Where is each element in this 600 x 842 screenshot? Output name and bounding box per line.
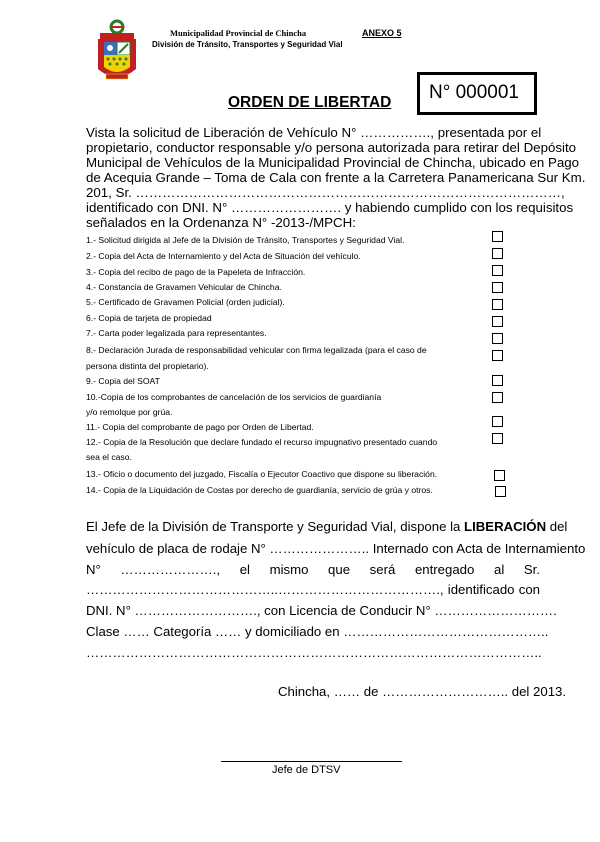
annex-label: ANEXO 5 [362,28,402,38]
signature-label: Jefe de DTSV [272,764,341,776]
requirement-checkbox[interactable] [494,470,505,481]
liberation-keyword: LIBERACIÓN [464,519,547,534]
requirement-checkbox[interactable] [492,333,503,344]
intro-line: propietario, conductor responsable y/o persona autorizada para retirar del Depósito [86,140,577,155]
disposition-line: ……………………………………..………………………………., identificado con [86,582,540,597]
requirement-item: sea el caso. [86,452,132,462]
requirement-checkbox[interactable] [492,282,503,293]
signature-line [221,761,402,762]
requirement-item: 12.- Copia de la Resolución que declare fundado el recurso impugnativo presentado cuando [86,437,438,447]
requirement-item: 10.-Copia de los comprobantes de cancelación de los servicios de guardianía [86,392,382,402]
requirement-checkbox[interactable] [492,248,503,259]
disposition-line: vehículo de placa de rodaje N° ………………….. Internado con Acta de Internamiento [86,541,586,556]
disposition-line: DNI. N° ………………………., con Licencia de Conducir N° ………………………. [86,603,557,618]
requirement-checkbox[interactable] [492,350,503,361]
disposition-text: del [549,519,568,534]
requirement-checkbox[interactable] [492,231,503,242]
requirement-item: 13.- Oficio o documento del juzgado, Fiscalía o Ejecutor Coactivo que dispone su liberación. [86,469,438,479]
intro-line: Municipal de Vehículos de la Municipalidad Provincial de Chincha, ubicado en Pago [86,155,580,170]
intro-line: señalados en la Ordenanza N° -2013-/MPCH: [86,215,356,230]
requirement-item: 5.- Certificado de Gravamen Policial (orden judicial). [86,297,285,307]
requirement-checkbox[interactable] [492,265,503,276]
requirement-item: 2.- Copia del Acta de Internamiento y del Acta de Situación del vehículo. [86,251,361,261]
requirement-checkbox[interactable] [492,433,503,444]
disposition-line: Clase …… Categoría …… y domiciliado en ……………………………………….. [86,624,549,639]
requirement-item: 6.- Copia de tarjeta de propiedad [86,313,212,323]
requirement-item: 9.- Copia del SOAT [86,376,160,386]
requirement-item: persona distinta del propietario). [86,361,209,371]
requirement-item: 8.- Declaración Jurada de responsabilidad vehicular con firma legalizada (para el caso de [86,345,427,355]
requirement-checkbox[interactable] [492,416,503,427]
document-title: ORDEN DE LIBERTAD [228,94,392,111]
intro-line: Vista la solicitud de Liberación de Vehículo N° ……………., presentada por el [86,125,542,140]
requirement-item: 14.- Copia de la Liquidación de Costas por derecho de guardianía, servicio de grúa y otros. [86,485,433,495]
intro-line: 201, Sr. ……………………………………………………………………………………, [86,185,565,200]
requirement-checkbox[interactable] [492,299,503,310]
division-name: División de Tránsito, Transportes y Seguridad Vial [152,40,343,49]
requirement-item: y/o remolque por grúa. [86,407,173,417]
document-number-box [417,72,537,115]
requirement-checkbox[interactable] [492,316,503,327]
requirement-checkbox[interactable] [492,392,503,403]
requirement-checkbox[interactable] [492,375,503,386]
municipality-name: Municipalidad Provincial de Chincha [170,28,307,38]
requirement-item: 7.- Carta poder legalizada para representantes. [86,328,267,338]
municipal-coat-of-arms-logo [96,19,138,83]
intro-line: identificado con DNI. N° ……………………. y habiendo cumplido con los requisitos [86,200,574,215]
disposition-line: ………………………………………………………………………………………….. [86,645,542,660]
requirement-checkbox[interactable] [495,486,506,497]
document-number: N° 000001 [429,82,519,103]
requirement-item: 3.- Copia del recibo de pago de la Papeleta de Infracción. [86,267,306,277]
disposition-line [86,519,568,535]
requirement-item: 1.- Solicitud dirigida al Jefe de la División de Tránsito, Transportes y Seguridad Vial. [86,235,405,245]
intro-line: de Acequia Grande – Toma de Cala con frente a la Carretera Panamericana Sur Km. [86,170,586,185]
date-line: Chincha, …… de ……………………….. del 2013. [278,684,567,699]
disposition-text: El Jefe de la División de Transporte y Seguridad Vial, dispone la [86,519,461,534]
requirement-item: 4.- Constancia de Gravamen Vehicular de Chincha. [86,282,282,292]
requirement-item: 11.- Copia del comprobante de pago por Orden de Libertad. [86,422,314,432]
disposition-line: N° …………………., el mismo que será entregado al Sr. [86,562,540,577]
